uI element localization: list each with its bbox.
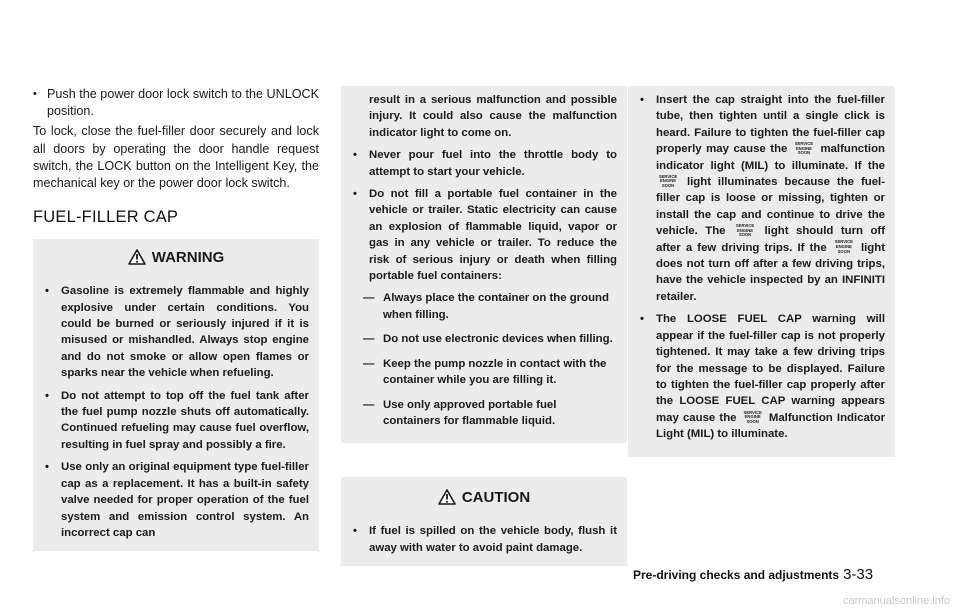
service-engine-soon-icon: SERVICE ENGINE SOON: [658, 173, 678, 189]
column-3: [628, 86, 895, 457]
section-title: FUEL-FILLER CAP: [33, 208, 179, 227]
lock-paragraph: To lock, close the fuel-filler door securely and lock all doors by operating the door handle request switch, the LOCK button on the Intelligent Key, the mechanical key or the power door lock switch.: [33, 124, 319, 191]
warning-item-portable: • Do not fill a portable fuel container in the vehicle or trailer. Static electricity can cause an explosion of flammable liquid, vapor or gas in any vehicle or trailer. To reduce the risk of serious injury or death when filling portable fuel containers:: [351, 186, 617, 284]
caution-item: • If fuel is spilled on the vehicle body, flush it away with water to avoid paint damage.: [351, 523, 617, 556]
warning-box-continued: [341, 86, 627, 443]
page-number: 3-33: [843, 566, 874, 583]
dash-item-4: — Use only approved portable fuel containers for flammable liquid.: [363, 398, 557, 427]
footer-section-label: Pre-driving checks and adjustments: [633, 568, 840, 582]
unlock-bullet: • Push the power door lock switch to the UNLOCK position.: [33, 86, 319, 120]
warning-continuation: result in a serious malfunction and possible injury. It could also cause the malfunction indicator light to come on.: [369, 94, 617, 139]
warning-item-throttle: • Never pour fuel into the throttle body to attempt to start your vehicle.: [351, 147, 617, 180]
warning-item-2: • Do not attempt to top off the fuel tank after the fuel pump nozzle shuts off automatically. Continued refueling may cause fuel overflow, resulting in fuel spray and possibly a fire.: [43, 388, 309, 454]
caution-triangle-icon: [438, 489, 456, 509]
dash-item-2: — Do not use electronic devices when filling.: [363, 333, 613, 346]
caution-header: [351, 489, 617, 509]
fuel-cap-item: • Insert the cap straight into the fuel-filler tube, then tighten until a single click is heard. Failure to tighten the fuel-filler cap properly may cause the SERVICE ENGINE SOON malfunction indicator light (MIL) to illuminate. If the SERVICE ENGINE SOON light illuminates because the fuel-filler cap is loose or missing, tighten or install the cap and continue to drive the vehicle. The SERVICE ENGINE SOON light should turn off after a few driving trips. If the SERVICE ENGINE SOON light does not turn off after a few driving trips, have the vehicle inspected by an INFINITI retailer.: [638, 92, 885, 305]
column-2: [341, 86, 627, 566]
service-engine-soon-icon: SERVICE ENGINE SOON: [735, 223, 755, 238]
loose-fuel-cap-item: • The LOOSE FUEL CAP warning will appear if the fuel-filler cap is not properly tightened. It may take a few driving trips for the message to be displayed. Failure to tighten the fuel-filler cap properly after the LOOSE FUEL CAP warning appears may cause the SERVICE ENGINE SOON Malfunction Indicator Light (MIL) to illuminate.: [638, 311, 885, 442]
service-engine-soon-icon: SERVICE ENGINE SOON: [794, 141, 814, 156]
warning-item-3: • Use only an original equipment type fuel-filler cap as a replacement. It has a built-in safety valve needed for proper operation of the fuel system and emission control system. An incorrect cap can: [43, 459, 309, 541]
warning-box-fuel-cap: [628, 86, 895, 457]
page-footer: [633, 566, 873, 583]
column-1: [33, 86, 319, 551]
service-engine-soon-icon: SERVICE ENGINE SOON: [834, 239, 853, 254]
warning-header: [43, 249, 309, 269]
warning-box: [33, 239, 319, 551]
warning-triangle-icon: [128, 249, 146, 269]
dash-item-1: — Always place the container on the ground when filling.: [363, 292, 609, 321]
dash-item-3: — Keep the pump nozzle in contact with the container while you are filling it.: [363, 357, 607, 387]
caution-title: CAUTION: [461, 489, 531, 507]
caution-box: [341, 477, 627, 566]
warning-title: WARNING: [151, 249, 225, 267]
warning-item-1: • Gasoline is extremely flammable and highly explosive under certain conditions. You could be burned or seriously injured if it is misused or mishandled. Always stop engine and do not smoke or allow open flames or sparks near the vehicle when refueling.: [43, 283, 309, 381]
watermark: carmanualsonline.info: [842, 595, 950, 607]
service-engine-soon-icon: SERVICE ENGINE SOON: [743, 409, 762, 424]
